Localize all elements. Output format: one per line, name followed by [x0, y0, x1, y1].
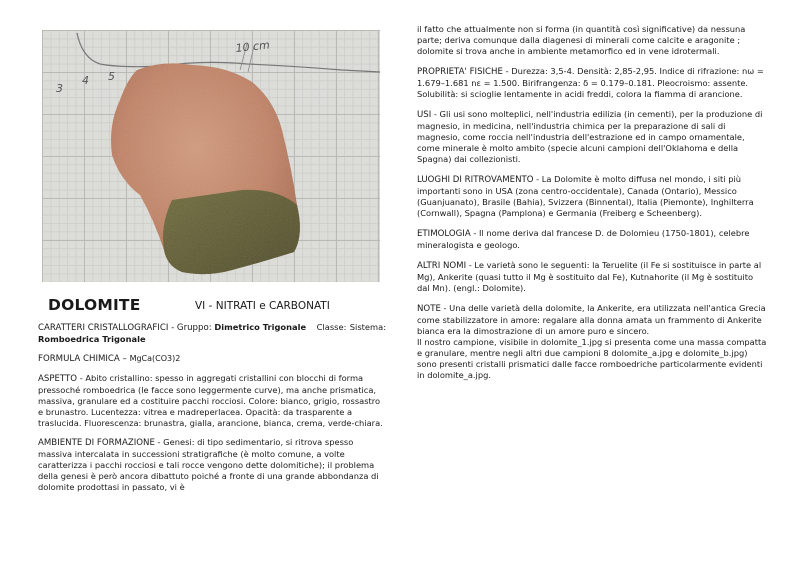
classe-label: Classe:	[316, 322, 347, 332]
note-text: - Una delle varietà della dolomite, la Ankerite, era utilizzata nell'antica Grecia come stabilizzatore in amore: regalare alla donna amata un frammento di Ankerite bianca era la dimostrazione di un amore puro e sincero.	[417, 303, 766, 336]
dolomite-specimen-image	[42, 30, 380, 282]
proprieta-heading: PROPRIETA' FISICHE	[417, 67, 503, 77]
proprieta-section	[417, 66, 767, 100]
right-column	[417, 24, 767, 390]
note-text-2: Il nostro campione, visibile in dolomite_1.jpg si presenta come una massa compatta e granulare, mentre negli altri due campioni 8 dolomite_a.jpg e dolomite_b.jpg) sono presenti cristalli prismatici dalle facce romboedriche particolarmente evidenti in dolomite_a.jpg.	[417, 337, 767, 380]
rock-sample	[111, 63, 300, 274]
ambiente-continued: il fatto che attualmente non si forma (in quantità così significative) da nessuna parte; deriva comunque dalla diagenesi di minerali come calcite e aragonite ; dolomite si trova anche in ambiente metamorfico ed in vene idrotermali.	[417, 24, 746, 56]
luoghi-heading: LUOGHI DI RITROVAMENTO	[417, 175, 534, 185]
note-section	[417, 303, 767, 381]
usi-section	[417, 109, 767, 165]
title-row	[38, 296, 386, 322]
note-heading: NOTE	[417, 304, 441, 314]
formula-value: MgCa(CO3)2	[129, 354, 181, 363]
classe-value: Romboedrica Trigonale	[38, 334, 146, 344]
sistema-label: Sistema:	[349, 322, 386, 332]
page-subtitle: VI - NITRATI e CARBONATI	[195, 300, 330, 312]
aspetto-section	[38, 373, 386, 429]
cristallografici-heading: CARATTERI CRISTALLOGRAFICI - Gruppo:	[38, 323, 215, 333]
left-column	[38, 296, 386, 501]
ruler-mark-3: 3	[56, 82, 63, 95]
proprieta-text: - Durezza: 3,5-4. Densità: 2,85-2,95. Indice di rifrazione: nω = 1.679–1.681 nε = 1.500. Birifrangenza: δ = 0.179–0.181. Pleocroismo: assente. Solubilità: si scioglie lentamente in acidi freddi, colora la fiamma di arancione.	[417, 66, 764, 99]
altri-nomi-heading: ALTRI NOMI	[417, 261, 467, 271]
aspetto-text: - Abito cristallino: spesso in aggregati cristallini con blocchi di forma pressoché romboedrica (le facce sono leggermente curve), ma anche prismatica, massiva, granulare ed a costituire pacchi rocciosi. Colore: bianco, grigio, rossastro e brunastro. Lucentezza: vitrea e madreperlacea. Opacità: da trasparente a traslucida. Fluorescenza: brunastra, gialla, arancione, bianca, crema, verde-chiara.	[38, 373, 383, 428]
ambiente-section	[38, 437, 386, 493]
ambiente-text: - Genesi: di tipo sedimentario, si ritrova spesso massiva intercalata in successioni stratigrafiche (è molto comune, a volte caratterizza i pacchi rocciosi e tali rocce vengono dette dolomitiche); il problema della genesi è però ancora dibattuto poiché a fronte di una grande abbondanza di dolomite prodottasi in passato, vi è	[38, 437, 379, 492]
usi-text: - Gli usi sono molteplici, nell'industria edilizia (in cementi), per la produzione di magnesio, in medicina, nell'industria chimica per la preparazione di sali di magnesio, come roccia nell'industria dell'estrazione ed in campo ornamentale, come minerale è molto ambito (specie alcuni campioni dell'Oklahoma e della Spagna) dai collezionisti.	[417, 109, 763, 164]
luoghi-text: - La Dolomite è molto diffusa nel mondo, i siti più importanti sono in USA (zona centro-occidentale), Canada (Ontario), Messico (Guanjuanato), Brasile (Bahia), Svizzera (Binnental), Italia (Piemonte), Inghilterra (Cornwall), Spagna (Pamplona) e Germania (Freiberg e Scheenberg).	[417, 174, 754, 218]
altri-nomi-text: - Le varietà sono le seguenti: la Teruelite (il Fe si sostituisce in parte al Mg), Ankerite (quasi tutto il Mg è sostituito dal Fe), Kutnahorite (il Mg è sostituito dal Mn). (engl.: Dolomite).	[417, 260, 762, 293]
formula-heading: FORMULA CHIMICA –	[38, 354, 130, 364]
luoghi-section	[417, 174, 767, 219]
cristallografici-section	[38, 322, 386, 345]
ambiente-heading: AMBIENTE DI FORMAZIONE	[38, 438, 155, 448]
aspetto-heading: ASPETTO	[38, 374, 78, 384]
cristallografici-group: Dimetrico Trigonale	[214, 322, 307, 332]
etimologia-text: - Il nome deriva dal francese D. de Dolomieu (1750-1801), celebre mineralogista e geologo.	[417, 228, 750, 250]
ruler-mark-4: 4	[82, 74, 89, 87]
formula-section	[38, 353, 386, 365]
altri-nomi-section	[417, 260, 767, 294]
usi-heading: USI	[417, 110, 432, 120]
ruler-mark-10cm: 10 cm	[234, 38, 271, 55]
etimologia-heading: ETIMOLOGIA	[417, 229, 471, 239]
etimologia-section	[417, 228, 767, 251]
ruler-mark-5: 5	[108, 70, 115, 83]
page-title: DOLOMITE	[48, 296, 141, 314]
mineral-photo	[42, 30, 380, 282]
